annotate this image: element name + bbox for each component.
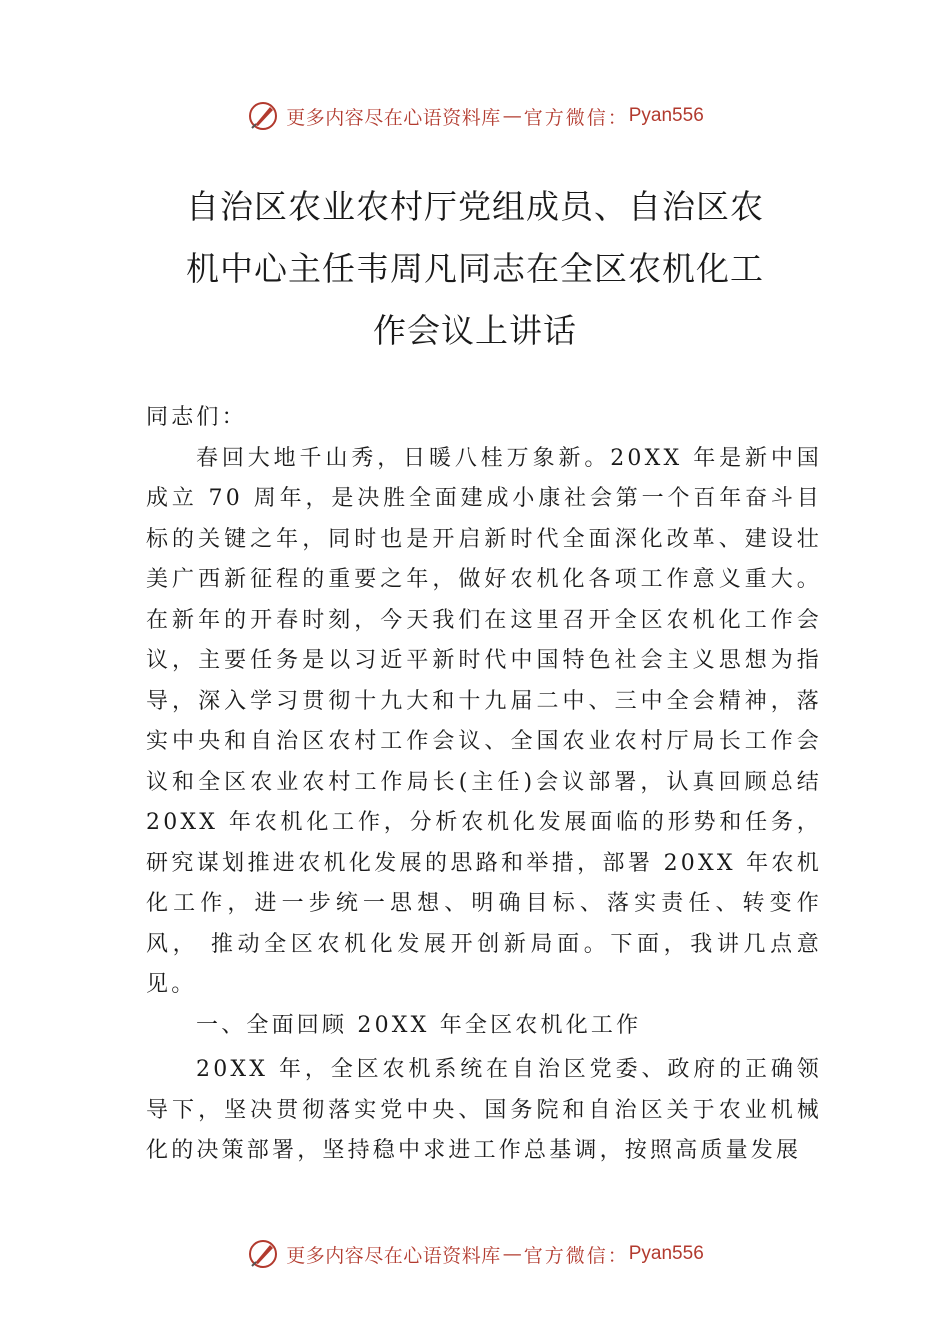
title-line-1: 自治区农业农村厅党组成员、自治区农 <box>186 187 764 226</box>
document-title <box>140 176 810 362</box>
paragraph-1: 春回大地千山秀，日暖八桂万象新。20XX 年是新中国成立 70 周年，是决胜全面建成小康社会第一个百年奋斗目标的关键之年，同时也是开启新时代全面深化改革、建设壮美广西新征程的重要之年，做好农机化各项工作意义重大。 在新年的开春时刻，今天我们在这里召开全区农机化工作会议，主要任务是以习近平新时代中国特色社会主义思想为指导，深入学习贯彻十九大和十九届二中、三中全会精神，落实中央和自治区农村工作会议、全国农业农村厅局长工作会议和全区农业农村工作局长(主任)会议部署，认真回顾总结 20XX 年农机化工作，分析农机化发展面临的形势和任务， 研究谋划推进农机化发展的思路和举措，部署 20XX 年农机化工作，进一步统一思想、明确目标、落实责任、转变作风， 推动全区农机化发展开创新局面。下面，我讲几点意见。 <box>146 445 822 997</box>
document-body <box>146 398 822 1172</box>
section-heading-1: 一、全面回顾 20XX 年全区农机化工作 <box>196 1012 642 1038</box>
footer-watermark-banner <box>0 1234 950 1274</box>
salutation: 同志们： <box>146 405 247 430</box>
banner-wechat-handle: Pyan556 <box>628 105 704 126</box>
title-line-2: 机中心主任韦周凡同志在全区农机化工 <box>186 249 764 288</box>
banner-wechat-label: 官方微信： <box>523 1244 629 1267</box>
banner-brand-text: 更多内容尽在心语资料库 <box>286 106 501 129</box>
banner-wechat-handle: Pyan556 <box>628 1243 704 1264</box>
banner-dash: — <box>502 105 522 127</box>
quill-logo-icon <box>246 1237 280 1271</box>
quill-logo-icon <box>246 99 280 133</box>
paragraph-2: 20XX 年，全区农机系统在自治区党委、政府的正确领导下，坚决贯彻落实党中央、国务院和自治区关于农业机械化的决策部署，坚持稳中求进工作总基调，按照高质量发展 <box>146 1057 822 1163</box>
banner-brand-text: 更多内容尽在心语资料库 <box>286 1244 501 1267</box>
banner-wechat-label: 官方微信： <box>523 106 629 129</box>
title-line-3: 作会议上讲话 <box>373 311 577 350</box>
header-watermark-banner <box>0 96 950 136</box>
banner-dash: — <box>502 1243 522 1265</box>
